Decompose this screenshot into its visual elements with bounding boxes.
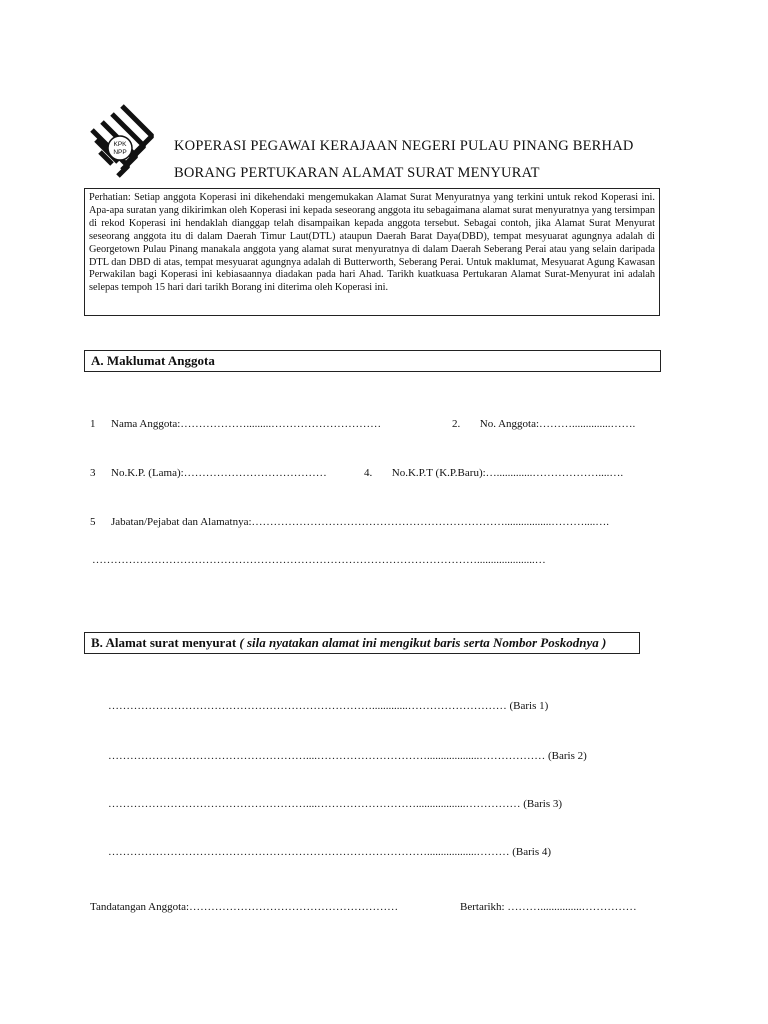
- signature-row: [90, 901, 398, 913]
- koperasi-logo: [82, 100, 158, 186]
- field-2-number: 2.: [452, 418, 461, 430]
- field-1-number: 1: [90, 418, 96, 430]
- address-line-1-field[interactable]: ……………………………………………………………….............………………………: [108, 700, 507, 712]
- address-line-2: [108, 750, 587, 762]
- svg-text:NPP: NPP: [113, 149, 127, 156]
- old-ic-label: No.K.P. (Lama):: [111, 467, 184, 479]
- logo-emblem-icon: [82, 100, 158, 186]
- old-ic-field[interactable]: …………………………………: [183, 467, 327, 479]
- member-number-label: No. Anggota:: [479, 418, 540, 430]
- address-line-4-field[interactable]: ……………………………………………………………………………..................………: [108, 846, 510, 858]
- signature-field[interactable]: …………………………………………………: [189, 901, 399, 913]
- field-5-number: 5: [90, 516, 96, 528]
- date-label: Bertarikh:: [460, 901, 505, 913]
- signature-label: Tandatangan Anggota:: [90, 901, 190, 913]
- svg-text:KPK: KPK: [113, 141, 127, 148]
- address-line-4-label: (Baris 4): [512, 846, 552, 858]
- new-ic-field[interactable]: ….............………………....….: [485, 467, 624, 479]
- new-ic-label: No.K.P.T (K.P.Baru):: [391, 467, 486, 479]
- address-line-3-label: (Baris 3): [523, 798, 563, 810]
- section-b-note: ( sila nyatakan alamat ini mengikut baris serta Nombor Poskodnya ): [239, 635, 607, 650]
- department-address-line-2[interactable]: …………………………………………………………………………………………….....................…: [92, 554, 546, 566]
- address-line-4: [108, 846, 551, 858]
- field-row-2: [452, 418, 635, 430]
- org-title: KOPERASI PEGAWAI KERAJAAN NEGERI PULAU PINANG BERHAD: [174, 138, 634, 154]
- department-address-field[interactable]: …………………………………………………………….................………....….: [251, 516, 610, 528]
- address-line-3: [108, 798, 562, 810]
- date-field[interactable]: ………...............……………: [507, 901, 637, 913]
- section-b-title: B. Alamat surat menyurat: [91, 635, 237, 650]
- section-b-header: [84, 632, 640, 654]
- address-line-1-label: (Baris 1): [509, 700, 549, 712]
- member-name-field[interactable]: ……………….........…………………………: [180, 418, 382, 430]
- member-name-label: Nama Anggota:: [111, 418, 181, 430]
- address-line-1: [108, 700, 548, 712]
- form-title: BORANG PERTUKARAN ALAMAT SURAT MENYURAT: [174, 165, 540, 181]
- field-row-3: [90, 467, 327, 479]
- member-number-field[interactable]: ………..............…….: [539, 418, 636, 430]
- address-line-3-field[interactable]: ………………………………………………....………………………..................……………: [108, 798, 521, 810]
- field-row-4: [364, 467, 623, 479]
- field-row-5: [90, 516, 609, 528]
- field-4-number: 4.: [364, 467, 373, 479]
- date-row: [460, 901, 637, 913]
- address-line-2-label: (Baris 2): [548, 750, 587, 762]
- notice-box: Perhatian: Setiap anggota Koperasi ini dikehendaki mengemukakan Alamat Surat Menyuratnya yang terkini untuk rekod Koperasi ini. Apa-apa suratan yang dikirimkan oleh Koperasi ini kepada seseorang anggota itu sebagaimana alamat surat menyuratnya yang tersimpan di rekod Koperasi ini hendaklah dianggap telah disampaikan kepada anggota tersebut. Sebagai contoh, jika Alamat Surat Menyurat seseorang anggota itu di dalam Daerah Timur Laut(DTL) ataupun Daerah Barat Daya(DBD), tempat mesyuarat agungnya adalah di Georgetown Pulau Pinang manakala anggota yang alamat surat menyuratnya di dalam Daerah Seberang Perai atau yang selain daripada DTL dan DBD di atas, tempat mesyuarat agungnya adalah di Butterworth, Seberang Perai. Untuk maklumat, Mesyuarat Agung Kawasan Perwakilan bagi Koperasi ini kebiasaannya diadakan pada hari Ahad. Tarikh kuatkuasa Pertukaran Alamat Surat-Menyurat ini adalah selepas tempoh 15 hari dari tarikh Borang ini diterima oleh Koperasi ini.: [84, 188, 660, 316]
- field-3-number: 3: [90, 467, 96, 479]
- section-a-header: A. Maklumat Anggota: [84, 350, 661, 372]
- department-address-label: Jabatan/Pejabat dan Alamatnya:: [111, 516, 252, 528]
- address-line-2-field[interactable]: ………………………………………………....…………………………...................………………: [108, 750, 546, 762]
- field-row-1: [90, 418, 381, 430]
